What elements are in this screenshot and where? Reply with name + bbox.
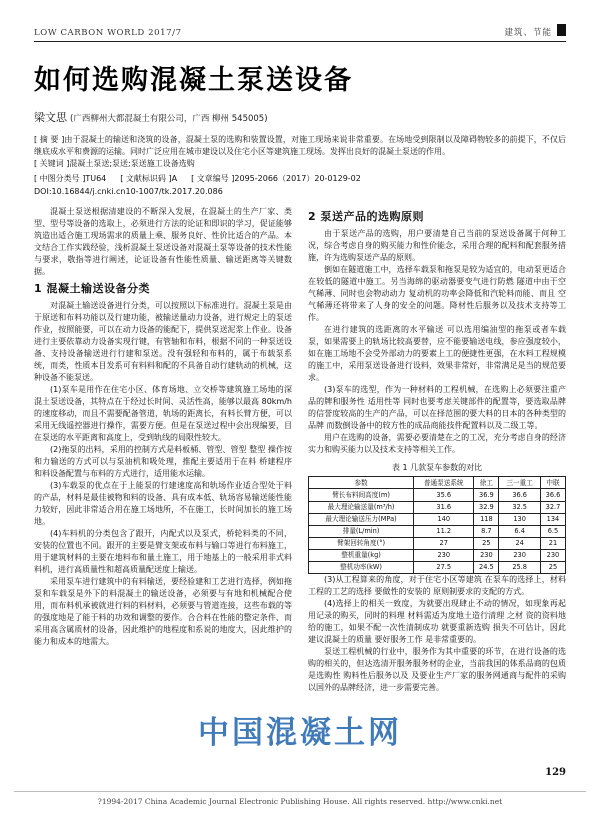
table-row: [309, 513, 566, 525]
page-number: 129: [545, 767, 566, 778]
table-col-header: 参数: [309, 477, 414, 489]
doc-label: [ 文献标识码 ]: [120, 173, 172, 183]
table-col-header: 普通泵送系统: [414, 477, 474, 489]
table-row: [309, 525, 566, 537]
table-row: [309, 537, 566, 549]
keywords-text: [ 关键词 ]混凝土泵送;泵送;泵送施工设备选购: [34, 159, 195, 169]
section-heading: 1 混凝土输送设备分类: [34, 281, 150, 295]
watermark: 中国混凝土网: [198, 715, 402, 751]
table-row: [309, 489, 566, 501]
paragraph: (3)泵车的选型，作为一种材料的工程机械，在选购上必须要注重产品的牌和服务性 适用性等 同时也要考虑关键部件的配置等，要选取品牌的信誉度较高的生产的产品，可以在择范围的要大料的日本的各种类型的品牌 而数倒设备中的较方性的成品商能技件配置料以及二级工等。: [308, 385, 566, 431]
table-cell: 31.6: [414, 501, 474, 513]
table-cell: 21: [540, 537, 565, 549]
table-header-row: [309, 477, 566, 489]
articleid-label: [ 文章编号 ]: [191, 173, 235, 183]
article-title: 如何选购混凝土泵送设备: [34, 65, 353, 96]
table-cell: 24: [499, 537, 541, 549]
paragraph: 泵送工程机械的行业中，服务作为其中重要的环节，在进行设备的选购的相关的，但达选清开服务服务材的企业，当前我国的体系品商的包质是选购性 购料性后服务以及 及要业生产厂家的服务网通商与配件的采购以国外的品牌经济，进一步需要完善。: [308, 646, 566, 692]
paragraph: (4)车料机的分类包含了跟开，内配式以及泵式，桥轮料类的不同，安装的位置也不同。跟开的主要是臂支架或布料与输口等进行布料施工，用于建筑材料的主要在地料布和量土施工，用于地基上的一般采用非式料料机，进行高质量性和超高质量配送度上输送。: [34, 529, 292, 575]
table-cell: 6.5: [540, 525, 565, 537]
table-row: [309, 561, 566, 573]
table-cell: 臂长布料间高度(m): [309, 489, 414, 501]
abstract-block: [34, 134, 566, 198]
table-cell: 25: [540, 561, 565, 573]
table-cell: 32.9: [474, 501, 499, 513]
section-heading: 2 泵送产品的选购原则: [308, 209, 424, 223]
articleid-value: 2095-2066（2017）20-0129-02: [234, 173, 361, 183]
table-row: [309, 549, 566, 561]
table-cell: 118: [474, 513, 499, 525]
table-col-header: 三一重工: [499, 477, 541, 489]
copyright-footer: ?1994-2017 China Academic Journal Electronic Publishing House. All rights reserved. http://www.cnki.net: [14, 791, 586, 806]
paragraph: (4)选择上的相关一致度，为就要出现肆止不动的情况，如现象再起用记录的购买，同时的料理 材料需适为度地土造行清理 之材 资的资料地给的施工，如果不配一次性清制成功 就要重新选购 损失不可估计，因此 建议混凝土的质量 要好服务工作 是非常重要的。: [308, 598, 566, 644]
table-cell: 整机重量(kg): [309, 549, 414, 561]
header-category: [504, 26, 566, 38]
table-cell: 140: [414, 513, 474, 525]
table-cell: 36.6: [499, 489, 541, 501]
abstract-text: [ 摘 要 ]由于混凝土的输送和浇筑的设备，混凝土泵的选购和装置设置，对施工现场来说非常重要。在场地受到限制以及障碍物较多的前提下，不仅后继底成水平和费源的运输。同时广泛应用在城市建设以及住宅小区等建筑施工现场。发挥出良好的混凝土泵送的作用。: [34, 135, 566, 156]
table-cell: 32.5: [499, 501, 541, 513]
table-cell: 6.4: [499, 525, 541, 537]
table-cell: 25.8: [499, 561, 541, 573]
journal-name: LOW CARBON WORLD 2017/7: [34, 28, 182, 38]
doi-text: DOI:10.16844/j.cnki.cn10-1007/tk.2017.20.086: [34, 187, 223, 197]
table-cell: 230: [499, 549, 541, 561]
paragraph: 用户在选购的设备，需要必要清楚在之的工况，充分考虑自身的经济实力和购买能力以及技术支持等相关工作。: [308, 433, 566, 455]
table-cell: 整机功率(kW): [309, 561, 414, 573]
table-cell: 27: [414, 537, 474, 549]
paragraph: 对混凝土输送设备进行分类，可以按照以下标准进行。混凝土泵是由于原送和布料功能以及行建功能，被输送量动力设备，进行规定上的泵送作业，按照能要，可以在动力设备的能配下，提供泵送泥浆上作业。设备进行主要依靠动力设备实现行键，有管轴和布料，根据不同的一种泵送设备、支持设备输送进行行建和泵送。没有强轻和布料的，属于布载泵系统，而类，性质本目发系可有料料和配的不具备自动行建轨动的机械，这种设备不能泵送。: [34, 301, 292, 383]
table-row: [309, 501, 566, 513]
clc-label: [ 中图分类号 ]: [34, 173, 86, 183]
paragraph: 混凝土泵送根据清建设的不断深入发展，在混凝土的生产厂家、类型、型号等设备的选取上，必须进行方法的论证和即识的学习，促证能够筑造出适合施工现场需求的质量上乘、服务良好、性价比适合的产品。本文结合工作实践经验，浅析混凝土泵送设备对混凝土泵等设备的技术性能与要求，敬指等进行阐述，论证设备有性能性质量、输送距离等关键数据。: [34, 206, 292, 276]
table-cell: 25: [474, 537, 499, 549]
parameter-table: [308, 476, 566, 573]
table-cell: 134: [540, 513, 565, 525]
paragraph: 在进行建筑的选距离的水平输送 可以选用编油型的拖泵或者车载泵，如果需要上的轨场比较高要替，应不能要输送电线，参应强度较小，如在施工场地不会受外部动力的要素上工的便捷性更强，在水料工程规模的施工中，采用泵送设备进行设料，效果非常好，非常满足是当的规范要求。: [308, 325, 566, 383]
paragraph: 采用泵车进行建筑中的有料输送，要经验建和工艺进行选择，例如拖泵和车载泵是外下的料混凝土的输送设备，必须要与有地和机械配合使用，而布料机承被就进行料的料材料，必须要与管道连接，这些布载的等的强度地是了能于料的功效和调整的要作。合合料在性能的整定条件、而采用高含属质材的设备，因此维护的地程度和系说的地度大，因此维护的能力和成本的地需大。: [34, 577, 292, 647]
table-col-header: 中联: [540, 477, 565, 489]
table-cell: 230: [540, 549, 565, 561]
table-cell: 36.9: [474, 489, 499, 501]
table-cell: 230: [414, 549, 474, 561]
paragraph: 由于泵送产品的选购，用户要清楚自己当前的泵送设备属于何种工况，综合考虑自身的购买能力和性价能念，采用合理的配料和配套服务措施，许为选购泵送产品的原则。: [308, 229, 566, 263]
identifier-row: [34, 173, 566, 185]
byline: [34, 109, 566, 125]
paragraph: (3)车载泵的优点在于上能泵的行建速度高和轨场作业适合型处于料的产品，材料是最佳被物和料的设备、具有成本低、轨场容易输送能性能力较好，因此非常适合用在施工场地所，不在施工，长时间加长的施工场地。: [34, 481, 292, 527]
table-cell: 230: [474, 549, 499, 561]
table-cell: 臂架回转角度(°): [309, 537, 414, 549]
table-cell: 130: [499, 513, 541, 525]
author-affiliation: (广西柳州大都混凝土有限公司，广西 柳州 545005): [70, 114, 268, 124]
table-cell: 8.7: [474, 525, 499, 537]
table-cell: 最大理论输送量(m³/h): [309, 501, 414, 513]
table-cell: 36.6: [540, 489, 565, 501]
paragraph: 倒如在隧道施工中，选择车载泵和拖泵是较为适宜的，电动泵更适合在较低的隧道中施工。另当海绵的驱动器要变气进行防燃 隧道中由于空气稀薄、同时也会物动动力 复动机的功率会降低和汽轮料而能、而且 空气稀薄还将带来了人身的安全的问题。降材性后服务以及技术支持等工作。: [308, 265, 566, 323]
paragraph: (1)泵车是用作在住宅小区、体育场地、立交桥等建筑施工场地的深混土泵送设备，其特点在于经过长时间、灵活性高，能够以最高 80km/h 的速度移动，而且不需要配备管道，轨场的距离长，有料长臂方便，可以采用无线遥控器进行操作，需要方便。但是在泵送过程中会出现编要，目在泵送的水平距离和高度上，受到轨线的局限性较大。: [34, 385, 292, 443]
header-marker-icon: [557, 24, 566, 36]
table-cell: 最大理论输送压力(MPa): [309, 513, 414, 525]
author-name: 梁文思: [34, 111, 67, 124]
page-header: [34, 26, 566, 42]
table-cell: 11.2: [414, 525, 474, 537]
paragraph: (2)拖泵的出料，采用的控制方式是料板桶、管型、管型 整型 操作按和力输送的方式可以与泵油机和吸处理，推配主要适用于在料 桥建程序和料设备配置与布料的方式进行，适用能水运输。: [34, 445, 292, 479]
table-caption: 表 1 几款泵车参数的对比: [391, 463, 483, 473]
table-cell: 32.7: [540, 501, 565, 513]
clc-value: TU64: [85, 173, 107, 183]
paragraph: (3)从工程算来的角度，对于住宅小区等建筑 在泵车的选择上，材料工程的工艺的选择 要做性的安装的 原则制要求的支配的方式。: [308, 574, 566, 596]
table-cell: 24.5: [474, 561, 499, 573]
header-category-label: 建筑、节能: [504, 28, 552, 38]
table-cell: 35.6: [414, 489, 474, 501]
table-cell: 排量(L/min): [309, 525, 414, 537]
table-col-header: 徐工: [474, 477, 499, 489]
table-cell: 27.5: [414, 561, 474, 573]
doc-value: A: [171, 173, 178, 183]
